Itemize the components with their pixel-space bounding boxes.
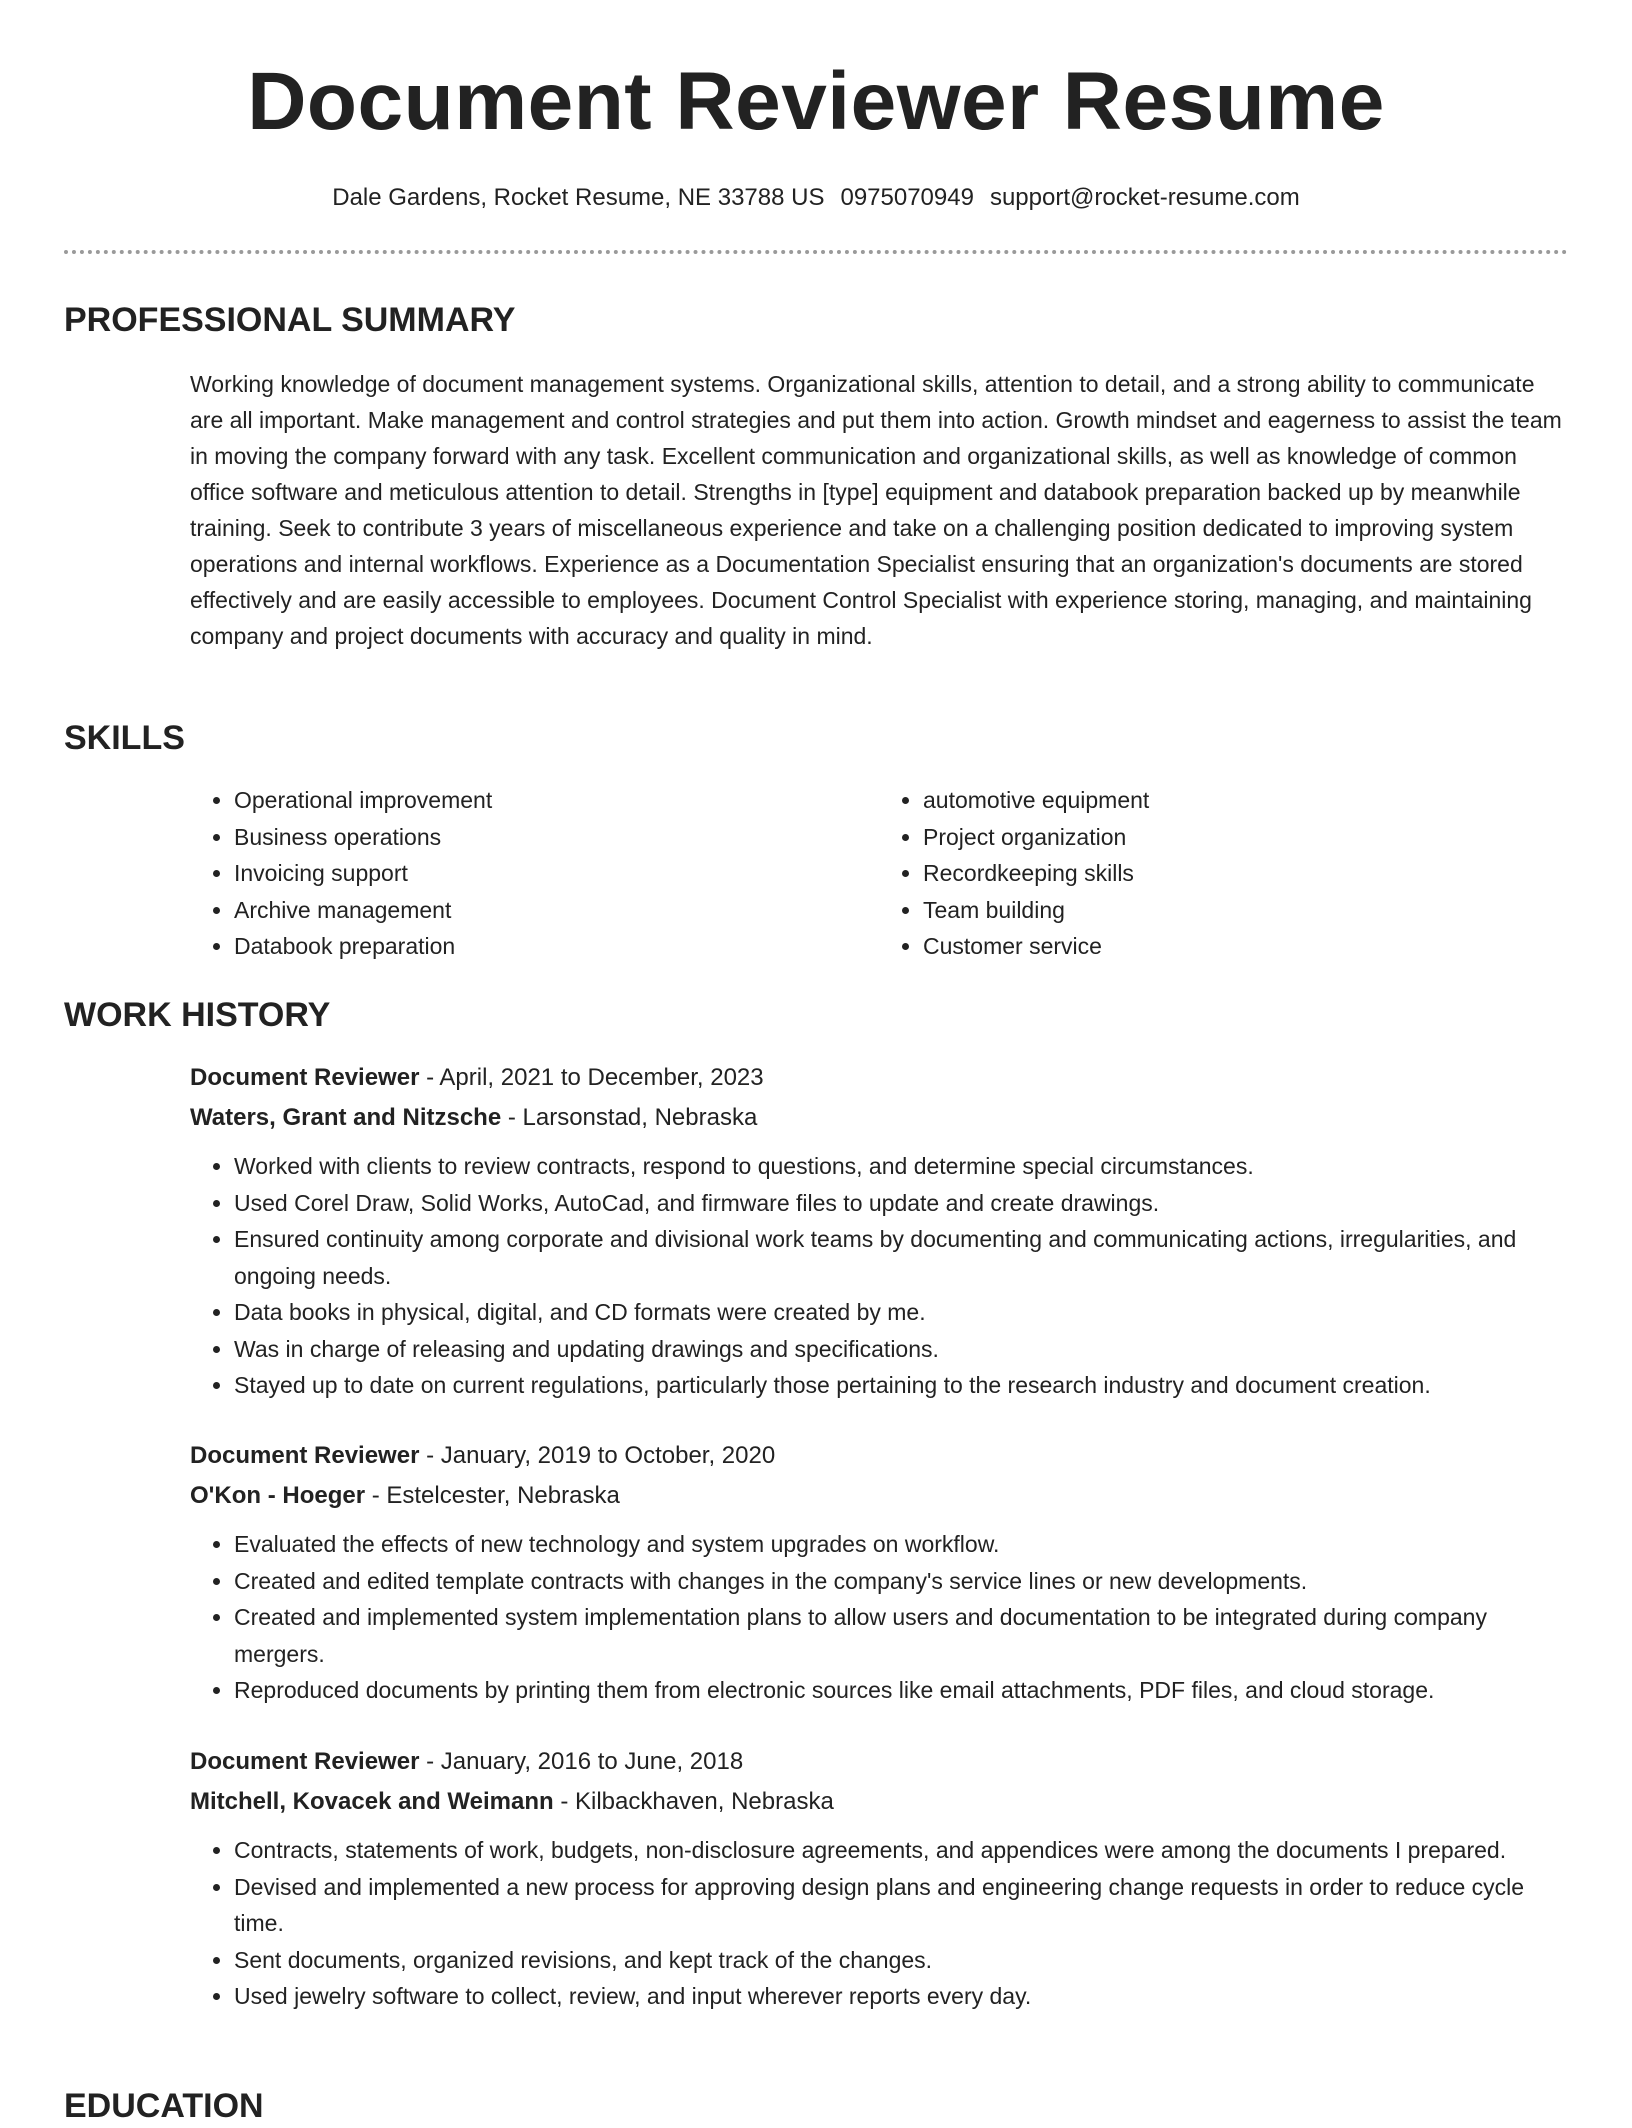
section-title-skills: SKILLS <box>64 719 185 757</box>
job-bullet: • Used Corel Draw, Solid Works, AutoCad, and firmware files to update and create drawings. <box>234 1185 1568 1222</box>
skill-item: • Invoicing support <box>234 855 879 892</box>
section-title-summary: PROFESSIONAL SUMMARY <box>64 301 516 339</box>
job-entry <box>190 1436 1568 1709</box>
resume-title: Document Reviewer Resume <box>247 56 1385 147</box>
job-title-line <box>190 1436 1568 1476</box>
job-dates: - January, 2019 to October, 2020 <box>419 1442 776 1469</box>
skill-item: • Team building <box>923 892 1568 929</box>
summary-text: Working knowledge of document management systems. Organizational skills, attention to detail, and a strong ability to communicate are all important. Make management and control strategies and put them into action. Growth mindset and eagerness to assist the team in moving the company forward with any task. Excellent communication and organizational skills, as well as knowledge of common office software and meticulous attention to detail. Strengths in [type] equipment and databook preparation backed up by meanwhile training. Seek to contribute 3 years of miscellaneous experience and take on a challenging position dedicated to improving system operations and internal workflows. Experience as a Documentation Specialist ensuring that an organization's documents are stored effectively and are easily accessible to employees. Document Control Specialist with experience storing, managing, and maintaining company and project documents with accuracy and quality in mind. <box>190 371 1562 649</box>
job-bullet: • Created and edited template contracts with changes in the company's service lines or new developments. <box>234 1563 1568 1600</box>
contact-email[interactable]: support@rocket-resume.com <box>989 184 1300 211</box>
job-dates: - April, 2021 to December, 2023 <box>419 1064 764 1091</box>
job-bullet: • Used jewelry software to collect, review, and input wherever reports every day. <box>234 1978 1568 2015</box>
skill-item: • Recordkeeping skills <box>923 855 1568 892</box>
skills-column-right <box>879 782 1568 965</box>
section-title-work-history: WORK HISTORY <box>64 996 331 1034</box>
job-bullet: • Data books in physical, digital, and CD formats were created by me. <box>234 1294 1568 1331</box>
skill-item: • Customer service <box>923 928 1568 965</box>
skill-item: • Project organization <box>923 819 1568 856</box>
skill-item: • Business operations <box>234 819 879 856</box>
job-entry <box>190 1742 1568 2015</box>
skill-item: • Operational improvement <box>234 782 879 819</box>
job-title: Document Reviewer <box>190 1064 420 1091</box>
skill-item: • Databook preparation <box>234 928 879 965</box>
section-title-education: EDUCATION <box>64 2087 264 2125</box>
job-entry <box>190 1058 1568 1404</box>
job-location: - Larsonstad, Nebraska <box>501 1104 758 1131</box>
job-bullet: • Stayed up to date on current regulations, particularly those pertaining to the research industry and document creation. <box>234 1367 1568 1404</box>
job-bullets <box>190 1526 1568 1709</box>
header-divider <box>64 250 1568 254</box>
job-bullet: • Evaluated the effects of new technology and system upgrades on workflow. <box>234 1526 1568 1563</box>
job-bullet: • Ensured continuity among corporate and divisional work teams by documenting and communicating actions, irregularities, and ongoing needs. <box>234 1221 1568 1294</box>
job-company: Mitchell, Kovacek and Weimann <box>190 1788 554 1815</box>
contact-phone: 0975070949 <box>840 184 974 211</box>
skill-item: • Archive management <box>234 892 879 929</box>
skills-column-left <box>190 782 879 965</box>
job-bullet: • Was in charge of releasing and updating drawings and specifications. <box>234 1331 1568 1368</box>
job-title-line <box>190 1742 1568 1782</box>
job-company-line <box>190 1476 1568 1516</box>
job-bullets <box>190 1148 1568 1404</box>
job-title: Document Reviewer <box>190 1442 420 1469</box>
job-title: Document Reviewer <box>190 1748 420 1775</box>
job-title-line <box>190 1058 1568 1098</box>
job-location: - Estelcester, Nebraska <box>365 1482 620 1509</box>
job-company: O'Kon - Hoeger <box>190 1482 366 1509</box>
job-bullet: • Devised and implemented a new process for approving design plans and engineering change requests in order to reduce cycle time. <box>234 1869 1568 1942</box>
job-bullet: • Sent documents, organized revisions, and kept track of the changes. <box>234 1942 1568 1979</box>
skill-item: • automotive equipment <box>923 782 1568 819</box>
contact-line <box>0 180 1632 216</box>
job-location: - Kilbackhaven, Nebraska <box>553 1788 834 1815</box>
job-company-line <box>190 1098 1568 1138</box>
job-bullet: • Worked with clients to review contracts, respond to questions, and determine special circumstances. <box>234 1148 1568 1185</box>
job-company-line <box>190 1782 1568 1822</box>
job-company: Waters, Grant and Nitzsche <box>190 1104 502 1131</box>
skills-list <box>190 782 1568 965</box>
job-bullet: • Reproduced documents by printing them from electronic sources like email attachments, PDF files, and cloud storage. <box>234 1672 1568 1709</box>
job-dates: - January, 2016 to June, 2018 <box>419 1748 744 1775</box>
job-bullets <box>190 1832 1568 2015</box>
job-bullet: • Created and implemented system implementation plans to allow users and documentation to be integrated during company mergers. <box>234 1599 1568 1672</box>
contact-address: Dale Gardens, Rocket Resume, NE 33788 US <box>332 184 825 211</box>
job-bullet: • Contracts, statements of work, budgets, non-disclosure agreements, and appendices were among the documents I prepared. <box>234 1832 1568 1869</box>
